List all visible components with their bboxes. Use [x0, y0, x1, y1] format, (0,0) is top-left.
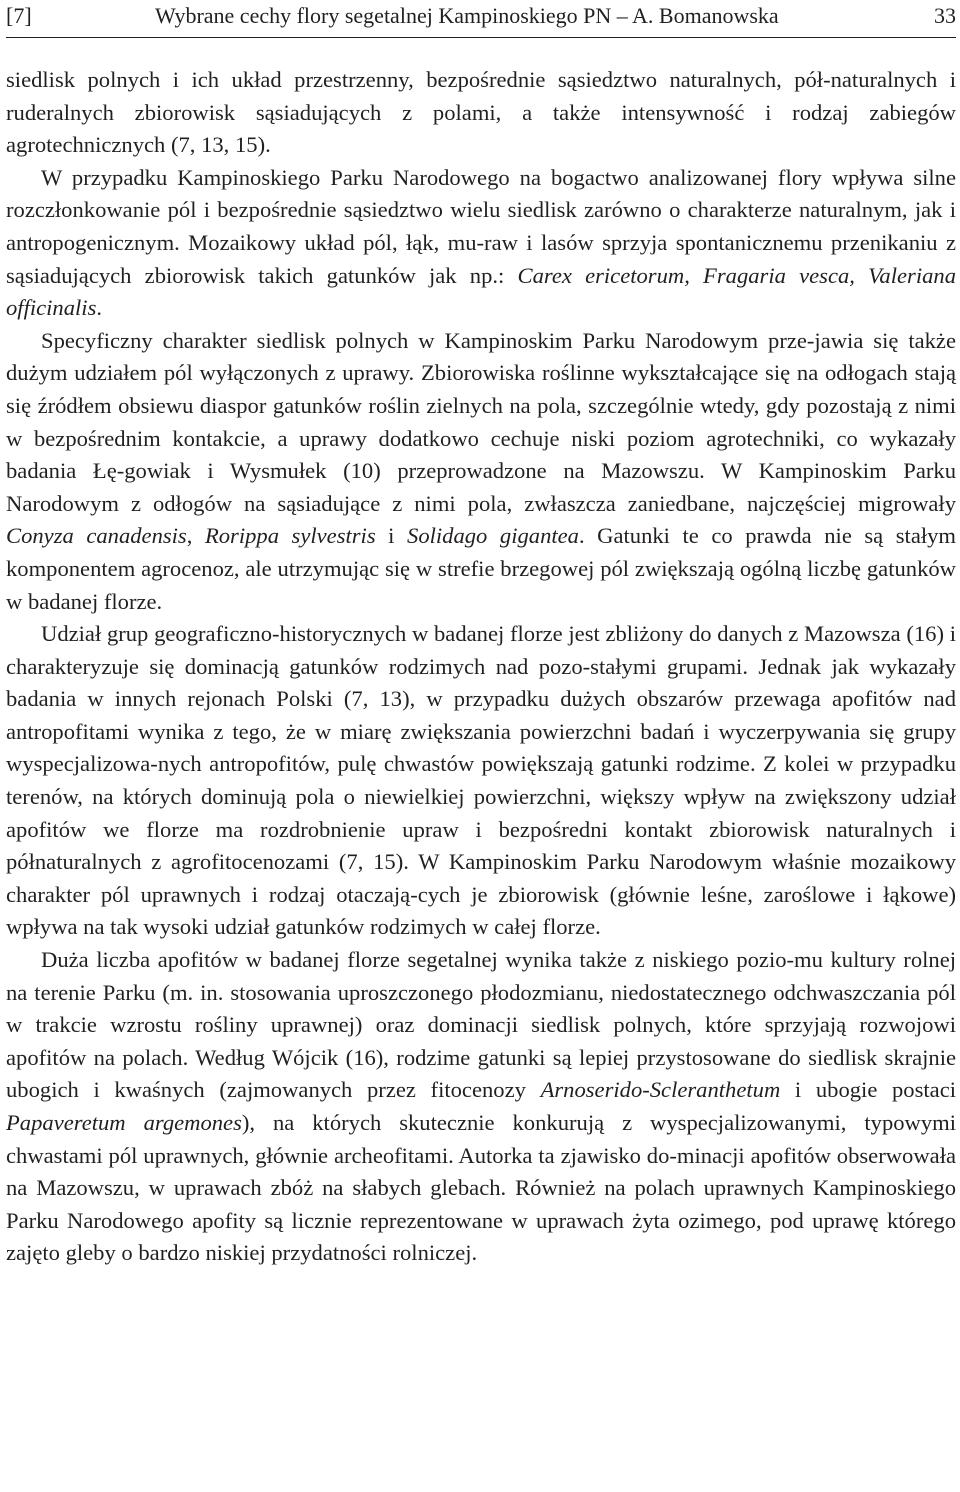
reference-number: [7] — [6, 3, 32, 28]
text-run: , — [186, 523, 205, 549]
taxon-name: Carex ericetorum, Fragaria vesca, Valeriana officinalis — [6, 262, 956, 321]
text-run: Udział grup geograficzno-historycznych w badanej florze jest zbliżony do danych z Mazowsza (16) i charakteryzuje się dominacją gatunków rodzimych nad pozo-stałymi grupami. Jednak jak wykazały badania w innych rejonach Polski (7, 13), w przypadku dużych obszarów przewaga apofitów nad antropofitami wynika z tego, że w miarę zwiększania powierzchni badań i wyczerpywania się grupy wyspecjalizowa-nych antropofitów, pulę chwastów powiększają gatunki rodzime. Z kolei w przypadku terenów, na których dominują pola o niewielkiej powierzchni, większy wpływ na zwiększony udział apofitów we florze ma rozdrobnienie upraw i bezpośredni kontakt zbiorowisk naturalnych i półnaturalnych z agrofitocenozami (7, 15). W Kampinoskim Parku Narodowym właśnie mozaikowy charakter pól uprawnych i rodzaj otaczają-cych je zbiorowisk (głównie leśne, zaroślowe i łąkowe) wpływa na tak wysoki udział gatunków rodzimych w całej florze. — [6, 621, 956, 940]
text-run: Duża liczba apofitów w badanej florze segetalnej wynika także z niskiego pozio-mu kultury rolnej na terenie Parku (m. in. stosowania uproszczonego płodozmianu, niedostatecznego odchwaszczania pól w trakcie wzrostu rośliny uprawnej) oraz dominacji siedlisk polnych, które sprzyjają rozwojowi apofitów na polach. Według Wójcik (16), rodzime gatunki są lepiej przystosowane do siedlisk skrajnie ubogich i kwaśnych (zajmowanych przez fitocenozy — [6, 947, 956, 1103]
taxon-name: Rorippa sylvestris — [204, 523, 376, 549]
text-run: . Gatunki te co prawda nie są stałym komponentem agrocenoz, ale utrzymując się w strefie brzegowej pól zwiększają ogólną liczbę gatunków w badanej florze. — [6, 523, 957, 614]
text-run: W przypadku Kampinoskiego Parku Narodowego na bogactwo analizowanej flory wpływa silne rozczłonkowanie pól i bezpośrednie sąsiedztwo wielu siedlisk zarówno o charakterze naturalnym, jak i antropogenicznym. Mozaikowy układ pól, łąk, mu-raw i lasów sprzyja spontanicznemu przenikaniu z sąsiadujących zbiorowisk takich gatunków jak np.: — [6, 164, 956, 288]
body-text — [6, 64, 956, 1270]
taxon-name: Conyza canadensis — [6, 523, 187, 549]
taxon-name: Solidago gigantea — [407, 523, 579, 549]
text-run: ), na których skutecznie konkurują z wyspecjalizowanymi, typowymi chwastami pól uprawnych, głównie archeofitami. Autorka ta zjawisko do-minacji apofitów obserwowała na Mazowszu, w uprawach zbóż na słabych glebach. Również na polach uprawnych Kampinoskiego Parku Narodowego apofity są licznie reprezentowane w uprawach żyta ozimego, pod uprawę którego zajęto gleby o bardzo niskiej przydatności rolniczej. — [6, 1110, 956, 1266]
paragraph — [6, 64, 956, 162]
taxon-name: Papaveretum argemones — [6, 1110, 242, 1135]
text-run: . — [96, 295, 103, 321]
paragraph — [6, 618, 956, 944]
paragraph — [6, 325, 956, 618]
paragraph — [6, 162, 956, 325]
paragraph — [6, 944, 956, 1270]
running-header — [6, 0, 956, 32]
page-number: 33 — [934, 3, 956, 28]
text-run: Specyficzny charakter siedlisk polnych w Kampinoskim Parku Narodowym prze-jawia się także dużym udziałem pól wyłączonych z uprawy. Zbiorowiska roślinne wykształcające się na odłogach stają się źródłem obsiewu diaspor gatunków roślin zielnych na pola, szczególnie wtedy, gdy pozostają z nimi w bezpośrednim kontakcie, a uprawy dodatkowo cechuje niski poziom agrotechniki, co wykazały badania Łę-gowiak i Wysmułek (10) przeprowadzone na Mazowszu. W Kampinoskim Parku Narodowym z odłogów na sąsiadujące z nimi pola, zwłaszcza zaniedbane, najczęściej migrowały — [6, 327, 956, 516]
taxon-name: Arnoserido-Scleranthetum — [540, 1077, 781, 1103]
running-title: Wybrane cechy flory segetalnej Kampinoskiego PN – A. Bomanowska — [155, 3, 779, 28]
text-run: i ubogie postaci — [780, 1077, 956, 1103]
header-rule — [6, 37, 956, 38]
text-run: i — [375, 523, 408, 549]
text-run: siedlisk polnych i ich układ przestrzenny, bezpośrednie sąsiedztwo naturalnych, pół-naturalnych i ruderalnych zbiorowisk sąsiadujących z polami, a także intensywność i rodzaj zabiegów agrotechnicznych (7, 13, 15). — [6, 67, 956, 158]
